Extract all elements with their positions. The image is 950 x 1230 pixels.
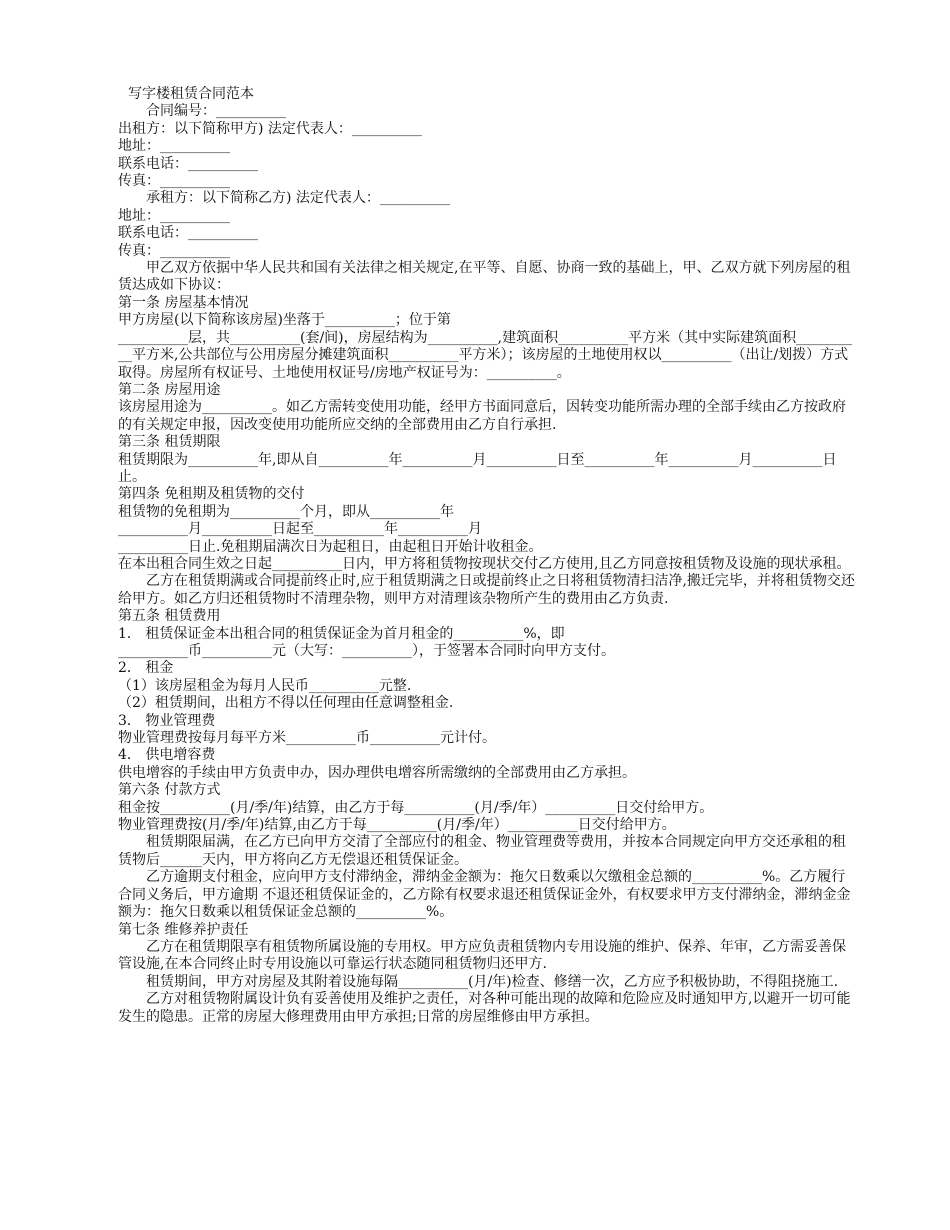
document-paragraph: 物业管理费按(月/季/年)结算,由乙方于每__________(月/季/年）__________日交付给甲方。 — [118, 817, 676, 834]
document-paragraph: 第四条 免租期及租赁物的交付 — [118, 486, 305, 503]
document-paragraph: 甲乙双方依据中华人民共和国有关法律之相关规定,在平等、自愿、协商一致的基础上，甲、乙双方就下列房屋的租赁达成如下协议： — [118, 260, 851, 294]
document-paragraph: 地址：__________ — [118, 138, 230, 155]
document-paragraph: 2． 租金 — [118, 660, 174, 677]
document-paragraph: 租赁期限届满，在乙方已向甲方交清了全部应付的租金、物业管理费等费用，并按本合同规定向甲方交还承租的租赁物后______天内，甲方将向乙方无偿退还租赁保证金。 — [118, 834, 846, 868]
document-paragraph: __________币__________元（大写：__________），于签署本合同时向甲方支付。 — [118, 643, 615, 659]
document-paragraph: 4． 供电增容费 — [118, 747, 216, 764]
document-paragraph: __________日止.免租期届满次日为起租日，由起租日开始计收租金。 — [118, 538, 543, 555]
document-paragraph: 第五条 租赁费用 — [118, 608, 221, 625]
document-paragraph: 乙方在租赁期限享有租赁物所属设施的专用权。甲方应负责租赁物内专用设施的维护、保养、年审，乙方需妥善保管设施,在本合同终止时专用设施以可靠运行状态随同租赁物归还甲方. — [118, 938, 846, 973]
document-paragraph: __________层，共__________(套/间)，房屋结构为__________,建筑面积__________平方米（其中实际建筑面积__________平方米,公共部位与公用房屋分摊建筑面积__________平方米）；该房屋的土地使用权以__________（出让/划拨）方式取得。房屋所有权证号、土地使用权证号/房地产权证号为：__________。 — [118, 329, 853, 381]
document-paragraph: 乙方对租赁物附属设计负有妥善使用及维护之责任，对各种可能出现的故障和危险应及时通知甲方,以避开一切可能发生的隐患。正常的房屋大修理费用由甲方承担;日常的房屋维修由甲方承担。 — [118, 991, 851, 1025]
document-paragraph: 租金按__________(月/季/年)结算，由乙方于每__________(月/季/年）__________日交付给甲方。 — [118, 799, 714, 816]
document-paragraph: 租赁期限为__________年,即从自__________年__________月__________日至__________年__________月__________日止。 — [118, 451, 837, 485]
document-paragraph: 甲方房屋(以下简称该房屋)坐落于__________；位于第 — [118, 312, 451, 329]
document-paragraph: 合同编号：__________ — [146, 103, 286, 120]
contract-document — [118, 86, 858, 1026]
document-paragraph: 供电增容的手续由甲方负责申办，因办理供电增容所需缴纳的全部费用由乙方承担。 — [118, 764, 636, 781]
document-paragraph: 联系电话：__________ — [118, 155, 258, 172]
document-paragraph: 乙方在租赁期满或合同提前终止时,应于租赁期满之日或提前终止之日将租赁物清扫洁净,搬迁完毕，并将租赁物交还给甲方。如乙方归还租赁物时不清理杂物，则甲方对清理该杂物所产生的费用由乙方负责. — [118, 573, 855, 607]
document-paragraph: 第七条 维修养护责任 — [118, 921, 249, 938]
document-paragraph: 出租方：以下简称甲方) 法定代表人：__________ — [118, 120, 422, 137]
document-paragraph: 承租方：以下简称乙方) 法定代表人：__________ — [146, 190, 450, 207]
document-paragraph: 1． 租赁保证金本出租合同的租赁保证金为首月租金的__________%，即 — [118, 625, 565, 642]
document-paragraph: 传真：__________ — [118, 242, 230, 259]
document-paragraph: 第六条 付款方式 — [118, 782, 221, 799]
document-paragraph: 第三条 租赁期限 — [118, 434, 221, 451]
document-paragraph: 乙方逾期支付租金，应向甲方支付滞纳金，滞纳金金额为：拖欠日数乘以欠缴租金总额的__________%。乙方履行合同义务后，甲方逾期 不退还租赁保证金的，乙方除有权要求退还租赁保证金外，有权要求甲方支付滞纳金，滞纳金金额为：拖欠日数乘以租赁保证金总额的__________%。 — [118, 869, 851, 921]
document-paragraph: 3． 物业管理费 — [118, 712, 216, 729]
document-paragraph: 联系电话：__________ — [118, 225, 258, 242]
document-paragraph: 传真：__________ — [118, 173, 230, 190]
document-paragraph: （2）租赁期间，出租方不得以任何理由任意调整租金. — [118, 695, 454, 712]
document-paragraph: __________月__________日起至__________年__________月 — [118, 521, 482, 538]
document-paragraph: 租赁物的免租期为__________个月，即从__________年 — [118, 503, 454, 520]
document-paragraph: （1）该房屋租金为每月人民币__________元整. — [118, 677, 412, 694]
document-paragraph: 第二条 房屋用途 — [118, 381, 221, 398]
document-paragraph: 第一条 房屋基本情况 — [118, 294, 249, 311]
document-paragraph: 该房屋用途为__________。如乙方需转变使用功能，经甲方书面同意后，因转变功能所需办理的全部手续由乙方按政府的有关规定申报，因改变使用功能所应交纳的全部费用由乙方自行承担. — [118, 399, 846, 433]
document-paragraph: 租赁期间，甲方对房屋及其附着设施每隔__________(月/年)检查、修缮一次，乙方应予积极协助，不得阻挠施工. — [146, 973, 839, 990]
document-paragraph: 在本出租合同生效之日起__________日内，甲方将租赁物按现状交付乙方使用,且乙方同意按租赁物及设施的现状承租。 — [118, 555, 851, 572]
document-paragraph: 地址：__________ — [118, 207, 230, 224]
document-title: 写字楼租赁合同范本 — [128, 86, 254, 102]
document-paragraph: 物业管理费按每月每平方米__________币__________元计付。 — [118, 730, 496, 747]
